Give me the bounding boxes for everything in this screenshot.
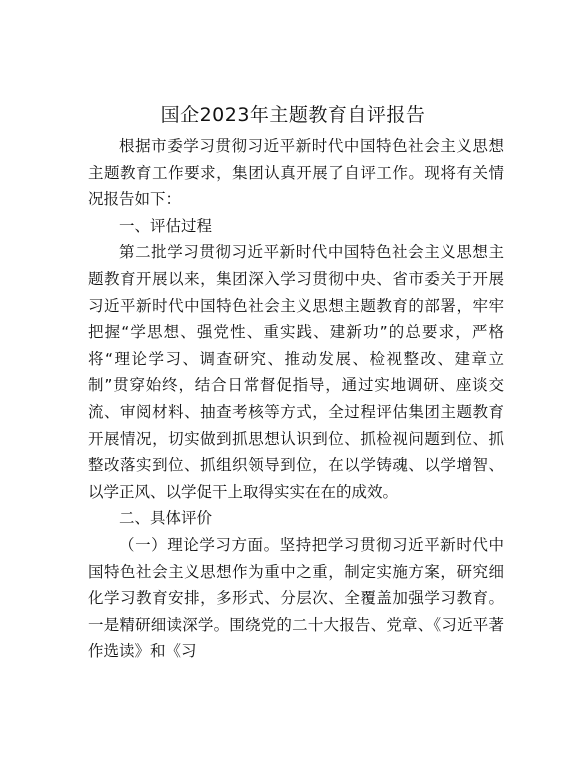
document-body [88,133,504,665]
theory-study-paragraph: （一）理论学习方面。坚持把学习贯彻习近平新时代中国特色社会主义思想作为重中之重，制定实施方案，研究细化学习教育安排，多形式、分层次、全覆盖加强学习教育。一是精研细读深学。围绕党的二十大报告、党章、《习近平著作选读》和《习 [88,535,504,661]
document-title: 国企2023年主题教育自评报告 [160,104,426,126]
section-heading-evaluation-process: 一、评估过程 [119,216,213,235]
section-heading-specific-evaluation: 二、具体评价 [119,509,213,528]
intro-paragraph: 根据市委学习贯彻习近平新时代中国特色社会主义思想主题教育工作要求，集团认真开展了自评工作。现将有关情况报告如下： [88,137,504,209]
evaluation-process-paragraph: 第二批学习贯彻习近平新时代中国特色社会主义思想主题教育开展以来，集团深入学习贯彻中央、省市委关于开展习近平新时代中国特色社会主义思想主题教育的部署，牢牢把握“学思想、强党性、重实践、建新功”的总要求，严格将“理论学习、调查研究、推动发展、检视整改、建章立制”贯穿始终，结合日常督促指导，通过实地调研、座谈交流、审阅材料、抽查考核等方式，全过程评估集团主题教育开展情况，切实做到抓思想认识到位、抓检视问题到位、抓整改落实到位、抓组织领导到位，在以学铸魂、以学增智、以学正风、以学促干上取得实实在在的成效。 [88,243,504,501]
